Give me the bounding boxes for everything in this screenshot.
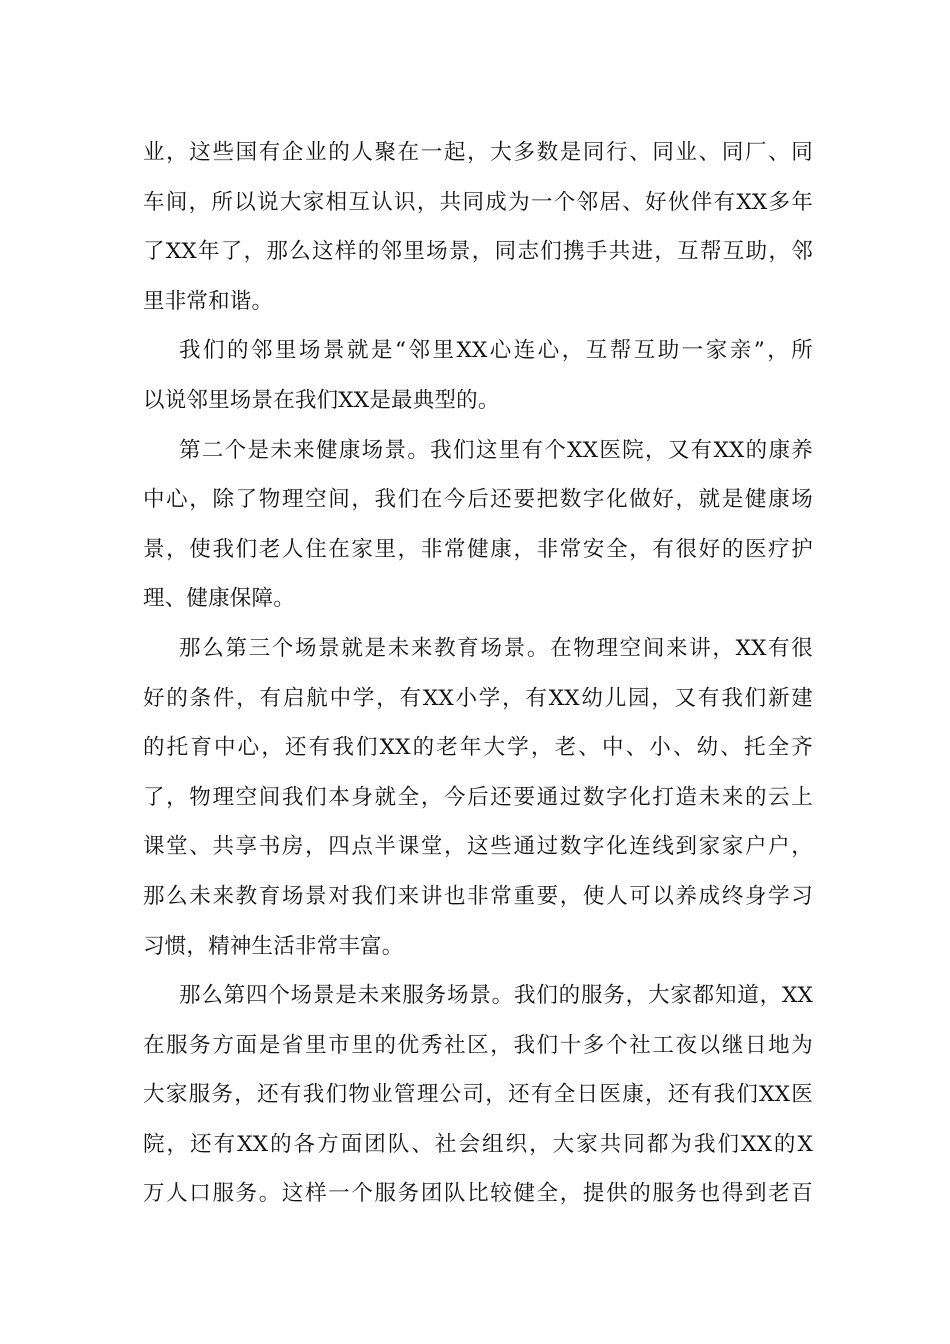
text-line: 了XX年了，那么这样的邻里场景，同志们携手共进，互帮互助，邻: [143, 239, 813, 265]
text-line: 以说邻里场景在我们XX是最典型的。: [143, 387, 500, 413]
text-line: 习惯，精神生活非常丰富。: [143, 933, 404, 959]
text-line: 了，物理空间我们本身就全，今后还要通过数字化打造未来的云上: [143, 784, 813, 810]
text-line: 那么第四个场景是未来服务场景。我们的服务，大家都知道，XX: [179, 983, 813, 1009]
text-line: 的托育中心，还有我们XX的老年大学，老、中、小、幼、托全齐: [143, 735, 813, 761]
text-line: 第二个是未来健康场景。我们这里有个XX医院，又有XX的康养: [179, 437, 813, 463]
text-line: 万人口服务。这样一个服务团队比较健全，提供的服务也得到老百: [143, 1181, 813, 1207]
document-body: [143, 128, 813, 1219]
text-line: 那么第三个场景就是未来教育场景。在物理空间来讲，XX有很: [179, 635, 813, 661]
text-line: 理、健康保障。: [143, 586, 295, 612]
text-line: 业，这些国有企业的人聚在一起，大多数是同行、同业、同厂、同: [143, 140, 813, 165]
text-line: 中心，除了物理空间，我们在今后还要把数字化做好，就是健康场: [143, 487, 813, 513]
text-line: 院，还有XX的各方面团队、社会组织，大家共同都为我们XX的X: [143, 1131, 813, 1157]
text-line: 我们的邻里场景就是“邻里XX心连心，互帮互助一家亲”，所: [179, 338, 813, 364]
text-line: 那么未来教育场景对我们来讲也非常重要，使人可以养成终身学习: [143, 883, 813, 909]
text-line: 里非常和谐。: [143, 288, 274, 314]
text-line: 车间，所以说大家相互认识，共同成为一个邻居、好伙伴有XX多年: [143, 189, 813, 215]
text-line: 在服务方面是省里市里的优秀社区，我们十多个社工夜以继日地为: [143, 1032, 813, 1058]
text-line: 好的条件，有启航中学，有XX小学，有XX幼儿园，又有我们新建: [143, 685, 813, 711]
text-line: 景，使我们老人住在家里，非常健康，非常安全，有很好的医疗护: [143, 536, 813, 562]
text-line: 课堂、共享书房，四点半课堂，这些通过数字化连线到家家户户，: [143, 834, 813, 860]
text-line: 大家服务，还有我们物业管理公司，还有全日医康，还有我们XX医: [143, 1082, 813, 1108]
